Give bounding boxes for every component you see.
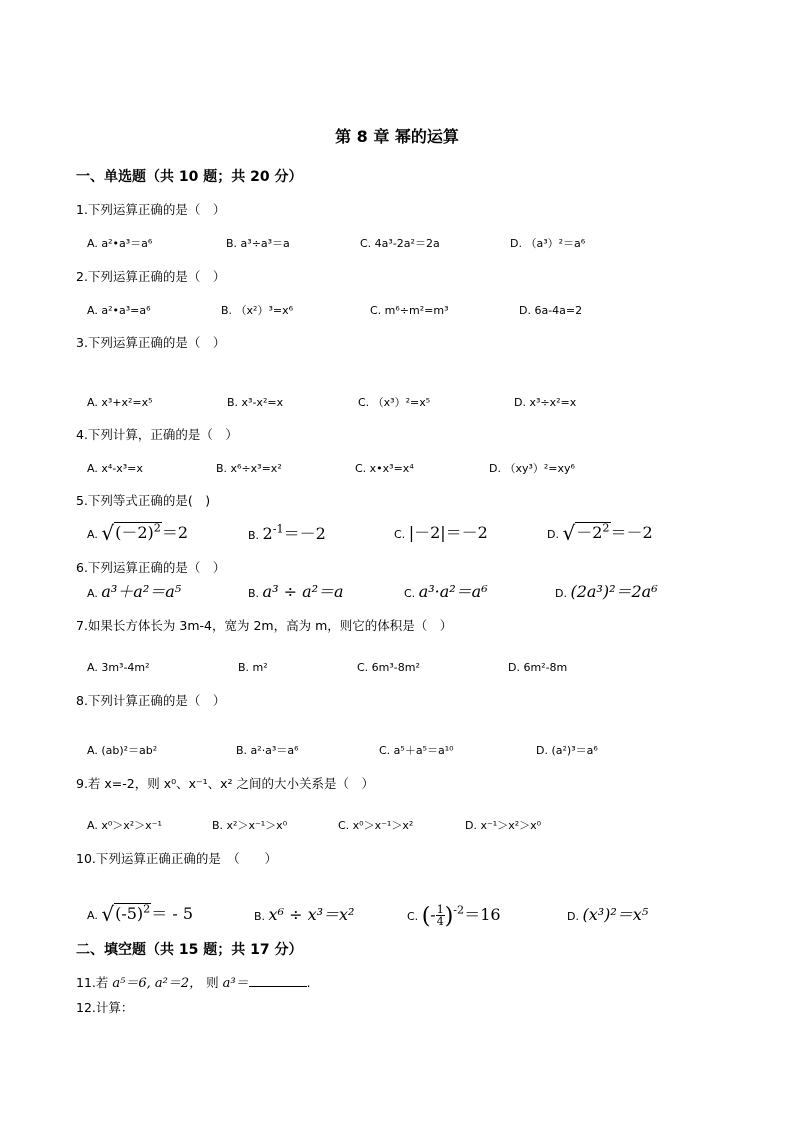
exponent: 2: [143, 902, 151, 916]
question-2-option-b: B. （x²）³=x⁶: [221, 304, 294, 317]
sqrt-expression: [562, 521, 653, 545]
question-9-option-c: C. x⁰＞x⁻¹＞x²: [338, 819, 414, 832]
question-7-option-a: A. 3m³-4m²: [87, 661, 150, 674]
question-9-option-a: A. x⁰＞x²＞x⁻¹: [87, 819, 162, 832]
exponent: -2: [453, 903, 465, 917]
option-label: A.: [87, 909, 98, 922]
section-heading-single-choice: 一、单选题（共 10 题；共 20 分）: [76, 169, 303, 185]
question-2-option-c: C. m⁶÷m²=m³: [370, 304, 449, 317]
question-2-option-a: A. a²•a³=a⁶: [87, 304, 151, 317]
question-7-option-d: D. 6m²-8m: [508, 661, 568, 674]
fraction: [436, 904, 445, 927]
exponent: -1: [272, 522, 284, 536]
question-3-option-b: B. x³-x²=x: [227, 396, 284, 409]
math-expression: x⁶ ÷ x³＝x²: [268, 905, 355, 924]
exponent: 2: [153, 521, 161, 535]
question-6-stem: 6.下列运算正确的是（ ）: [76, 560, 226, 575]
question-11-condition: a⁵＝6, a²＝2，: [112, 976, 203, 991]
radical-sign: √: [101, 521, 115, 545]
question-1-option-c: C. 4a³-2a²＝2a: [360, 237, 440, 250]
question-9-stem: 9.若 x=-2，则 x⁰、x⁻¹、x² 之间的大小关系是（ ）: [76, 776, 375, 791]
sqrt-expression: [101, 902, 194, 926]
question-8-option-b: B. a²·a³＝a⁶: [236, 744, 299, 757]
question-10-stem: 10.下列运算正确正确的是 （ ）: [76, 851, 278, 866]
answer-blank[interactable]: [249, 976, 307, 987]
question-11-ask: a³＝: [222, 976, 249, 991]
question-9-option-d: D. x⁻¹＞x²＞x⁰: [465, 819, 542, 832]
right-hand-side: ＝－2: [283, 524, 326, 543]
option-label: D.: [555, 587, 567, 600]
question-8-stem: 8.下列计算正确的是（ ）: [76, 693, 226, 708]
question-2-stem: 2.下列运算正确的是（ ）: [76, 269, 226, 284]
page-title: 第 8 章 幂的运算: [335, 127, 459, 146]
question-1-option-a: A. a²•a³＝a⁶: [87, 237, 153, 250]
math-expression: (2a³)²＝2a⁶: [570, 582, 658, 601]
option-label: C.: [394, 528, 406, 541]
question-6-option-d: [555, 582, 658, 601]
radicand: (-5): [115, 904, 144, 923]
base: 2: [262, 524, 273, 543]
right-hand-side: ＝－2: [610, 523, 653, 542]
radical-sign: √: [101, 902, 115, 926]
question-5-stem: 5.下列等式正确的是( ): [76, 493, 211, 508]
option-label: B.: [248, 587, 260, 600]
question-4-option-b: B. x⁶÷x³=x²: [216, 462, 282, 475]
question-10-option-b: [254, 905, 355, 924]
power-expression: [263, 524, 326, 543]
math-expression: a³＋a²＝a⁵: [101, 582, 182, 601]
radicand: (－2): [115, 523, 154, 542]
numerator: 1: [436, 903, 444, 916]
sqrt-expression: [101, 521, 189, 545]
radical-sign: √: [562, 521, 576, 545]
question-5-option-b: [248, 522, 326, 543]
question-6-option-c: [404, 582, 488, 601]
question-10-option-c: [407, 904, 501, 927]
option-label: D.: [547, 528, 559, 541]
question-1-stem: 1.下列运算正确的是（ ）: [76, 202, 226, 217]
question-1-option-b: B. a³÷a³＝a: [226, 237, 290, 250]
question-11-end: .: [306, 975, 311, 990]
question-3-option-c: C. （x³）²=x⁵: [358, 396, 431, 409]
question-5-option-a: [87, 521, 189, 545]
right-hand-side: ＝ - 5: [151, 904, 194, 923]
question-8-option-d: D. (a²)³＝a⁶: [536, 744, 598, 757]
question-11-prefix: 11.若: [76, 975, 109, 990]
sign: -: [430, 905, 436, 924]
question-6-option-b: [248, 582, 344, 601]
option-label: B.: [254, 910, 266, 923]
fraction-power-expression: (- $\frac{1}{4}$ )$^{-2}$＝16: [421, 903, 501, 929]
question-4-option-d: D. （xy³）²=xy⁶: [489, 462, 575, 475]
abs-expression: |－2|＝－2: [408, 523, 488, 542]
question-9-option-b: B. x²＞x⁻¹＞x⁰: [212, 819, 288, 832]
question-4-stem: 4.下列计算，正确的是（ ）: [76, 427, 238, 442]
question-2-option-d: D. 6a-4a=2: [519, 304, 583, 317]
option-label: B.: [248, 529, 260, 542]
question-4-option-c: C. x•x³=x⁴: [355, 462, 414, 475]
question-6-option-a: [87, 582, 182, 601]
question-11: [76, 976, 311, 991]
question-7-stem: 7.如果长方体长为 3m-4，宽为 2m，高为 m，则它的体积是（ ）: [76, 618, 453, 633]
question-7-option-c: C. 6m³-8m²: [357, 661, 420, 674]
math-expression: a³·a²＝a⁶: [418, 582, 488, 601]
option-label: A.: [87, 587, 98, 600]
question-5-option-d: [547, 521, 653, 545]
option-label: C.: [404, 587, 416, 600]
math-expression: (x³)²＝x⁵: [582, 905, 649, 924]
denominator: 4: [436, 915, 444, 928]
question-10-option-a: [87, 902, 194, 926]
right-hand-side: ＝16: [464, 905, 501, 924]
exponent: 2: [602, 521, 610, 535]
section-heading-fill-blank: 二、填空题（共 15 题；共 17 分）: [76, 942, 303, 958]
question-4-option-a: A. x⁴-x³=x: [87, 462, 143, 475]
right-hand-side: ＝2: [161, 523, 189, 542]
question-1-option-d: D. （a³）²＝a⁶: [510, 237, 586, 250]
option-label: C.: [407, 910, 419, 923]
question-5-option-c: [394, 523, 488, 542]
option-label: D.: [567, 910, 579, 923]
question-12-stem: 12.计算：: [76, 1000, 134, 1015]
question-7-option-b: B. m²: [238, 661, 268, 674]
radicand: －2: [576, 523, 603, 542]
option-label: A.: [87, 528, 98, 541]
question-11-then: 则: [206, 975, 219, 990]
question-10-option-d: [567, 905, 649, 924]
question-3-option-a: A. x³+x²=x⁵: [87, 396, 153, 409]
question-3-stem: 3.下列运算正确的是（ ）: [76, 335, 226, 350]
math-expression: a³ ÷ a²＝a: [262, 582, 344, 601]
question-3-option-d: D. x³÷x²=x: [514, 396, 577, 409]
question-8-option-c: C. a⁵＋a⁵＝a¹⁰: [379, 744, 454, 757]
question-8-option-a: A. (ab)²＝ab²: [87, 744, 158, 757]
